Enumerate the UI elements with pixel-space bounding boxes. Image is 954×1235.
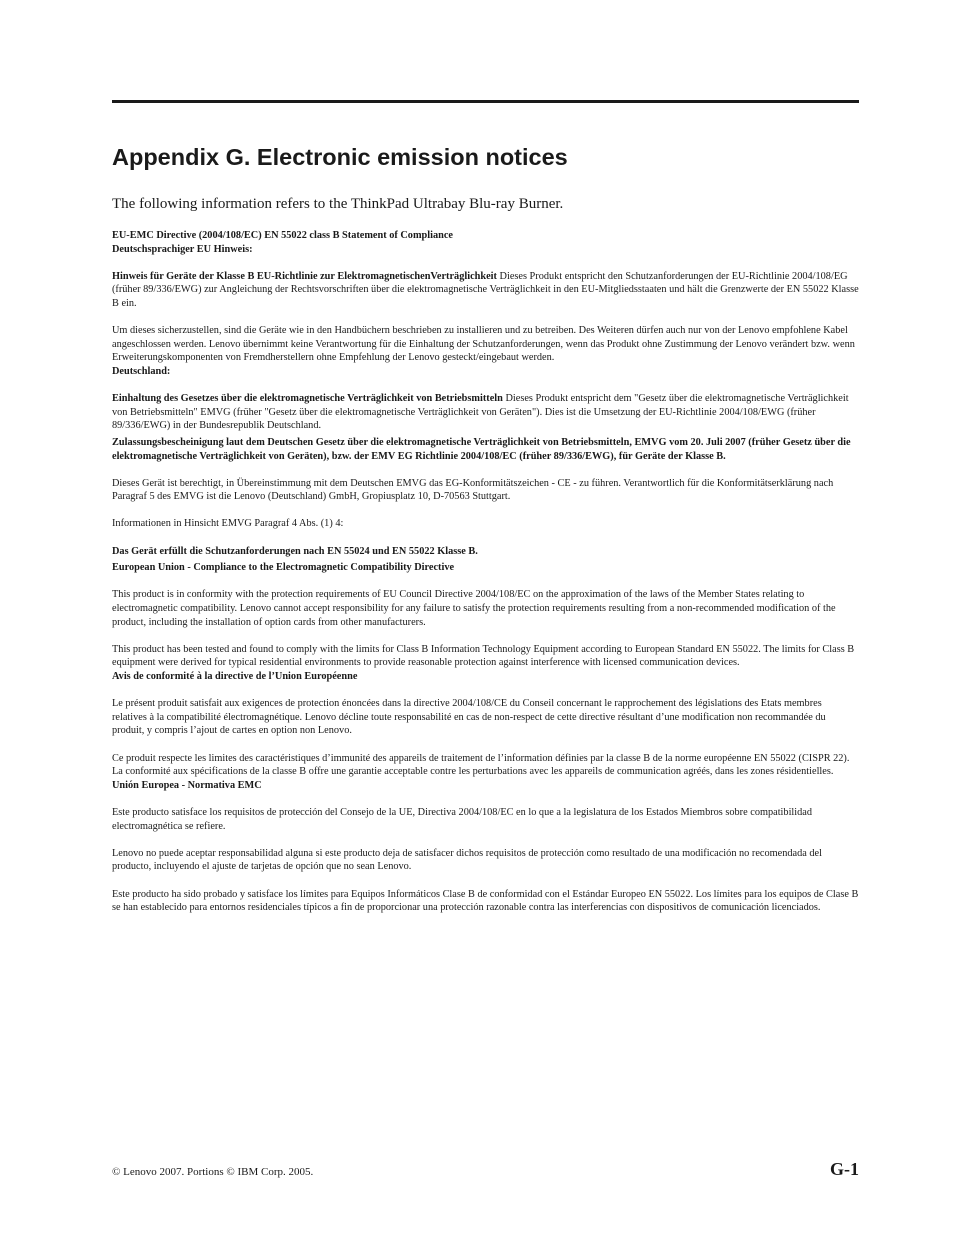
intro-paragraph: The following information refers to the ThinkPad Ultrabay Blu-ray Burner. xyxy=(112,196,564,212)
de-paragraph-4: Zulassungsbescheinigung laut dem Deutschen Gesetz über die elektromagnetische Verträglichkeit von Betriebsmitteln, EMVG vom 20. Juli 2007 (früher Gesetz über die elektromagnetische Verträglichkeit von Geräten), bzw. der EMV EG Richtlinie 2004/108/EC (früher 89/336/EWG), für Geräte der Klasse B. xyxy=(112,436,851,462)
de-paragraph-1-text: Dieses Produkt entspricht den Schutzanforderungen der EU-Richtlinie 2004/108/EG (früher 89/336/EWG) zur Angleichung der Rechtsvorschriften über die elektromagnetische Verträglichkeit in den EU-Mitgliedsstaaten und hält die Grenzwerte der EN 55022 Klasse B ein. xyxy=(112,270,859,309)
de-paragraph-1 xyxy=(112,270,859,311)
es-paragraph-2: Lenovo no puede aceptar responsabilidad alguna si este producto deja de satisfacer dichos requisitos de protección como resultado de una modificación no recomendada del producto, incluyendo el ajuste de tarjetas de opción que no sean Lenovo. xyxy=(112,847,822,873)
de-paragraph-3-lead: Einhaltung des Gesetzes über die elektromagnetische Verträglichkeit von Betriebsmitteln xyxy=(112,393,503,405)
header-rule xyxy=(112,100,859,103)
de-paragraph-3-text: Dieses Produkt entspricht dem "Gesetz über die elektromagnetische Verträglichkeit von Betriebsmitteln" EMVG (früher "Gesetz über die elektromagnetische Verträglichkeit von Geräten"). Dies ist die Umsetzung der EU-Richtlinie 2004/108/EWG (früher 89/336/EWG) in der Bundesrepublik Deutschland. xyxy=(112,393,849,432)
deutschland-heading: Deutschland: xyxy=(112,365,171,377)
footer-copyright: © Lenovo 2007. Portions © IBM Corp. 2005. xyxy=(112,1166,314,1178)
es-paragraph-3: Este producto ha sido probado y satisface los límites para Equipos Informáticos Clase B de conformidad con el Estándar Europeo EN 55022. Los límites para los equipos de Clase B se han establecido para entornos residenciales típicos a fin de proporcionar una protección razonable contra las interferencias con dispositivos de comunicación licenciados. xyxy=(112,888,859,914)
es-heading: Unión Europea - Normativa EMC xyxy=(112,779,262,791)
de-paragraph-1-lead: Hinweis für Geräte der Klasse B EU-Richtlinie zur ElektromagnetischenVerträglichkeit xyxy=(112,270,497,282)
de-paragraph-2: Um dieses sicherzustellen, sind die Geräte wie in den Handbüchern beschrieben zu installieren und zu betreiben. Des Weiteren dürfen auch nur von der Lenovo empfohlene Kabel angeschlossen werden. Lenovo übernimmt keine Verantwortung für die Einhaltung der Schutzanforderungen, wenn das Produkt ohne Zustimmung der Lenovo verändert bzw. wenn Erweiterungskomponenten von Fremdherstellern ohne Empfehlung der Lenovo gesteckt/eingebaut werden. xyxy=(112,325,855,364)
page-title: Appendix G. Electronic emission notices xyxy=(112,144,568,170)
document-body xyxy=(112,229,859,915)
de-paragraph-7: Das Gerät erfüllt die Schutzanforderungen nach EN 55024 und EN 55022 Klasse B. xyxy=(112,545,478,557)
de-paragraph-6: Informationen in Hinsicht EMVG Paragraf 4 Abs. (1) 4: xyxy=(112,518,344,530)
de-eu-heading: Deutschsprachiger EU Hinweis: xyxy=(112,243,253,255)
de-paragraph-5: Dieses Gerät ist berechtigt, in Übereinstimmung mit dem Deutschen EMVG das EG-Konformitätszeichen - CE - zu führen. Verantwortlich für die Konformitätserklärung nach Paragraf 5 des EMVG ist die Lenovo (Deutschland) GmbH, Gropiusplatz 10, D-70563 Stuttgart. xyxy=(112,477,834,503)
fr-heading: Avis de conformité à la directive de l’Union Européenne xyxy=(112,671,358,682)
de-paragraph-3 xyxy=(112,392,859,433)
eu-heading: European Union - Compliance to the Electromagnetic Compatibility Directive xyxy=(112,562,455,574)
page-number: G-1 xyxy=(830,1159,859,1179)
fr-paragraph-2: Ce produit respecte les limites des caractéristiques d’immunité des appareils de traitement de l’information définies par la classe B de la norme européenne EN 55022 (CISPR 22). La conformité aux spécifications de la classe B offre une garantie acceptable contre les perturbations avec les appareils de communication agréés, dans les zones résidentielles. xyxy=(112,752,850,778)
es-paragraph-1: Este producto satisface los requisitos de protección del Consejo de la UE, Directiva 2004/108/EC en lo que a la legislatura de los Estados Miembros sobre compatibilidad electromagnética se refiere. xyxy=(112,806,813,832)
eu-emc-heading: EU-EMC Directive (2004/108/EC) EN 55022 class B Statement of Compliance xyxy=(112,230,453,241)
eu-paragraph-1: This product is in conformity with the protection requirements of EU Council Directive 2004/108/EC on the approximation of the laws of the Member States relating to electromagnetic compatibility. Lenovo cannot accept responsibility for any failure to satisfy the protection requirements resulting from a non-recommended modification of the product, including the installation of option cards from other manufacturers. xyxy=(112,589,836,628)
eu-paragraph-2: This product has been tested and found to comply with the limits for Class B Information Technology Equipment according to European Standard EN 55022. The limits for Class B equipment were derived for typical residential environments to provide reasonable protection against interference with licensed communication devices. xyxy=(112,643,855,669)
fr-paragraph-1: Le présent produit satisfait aux exigences de protection énoncées dans la directive 2004/108/CE du Conseil concernant le rapprochement des législations des Etats membres relatives à la compatibilité électromagnétique. Lenovo décline toute responsabilité en cas de non-respect de cette directive résultant d’une modification non recommandée du produit, y compris l’ajout de cartes en option non Lenovo. xyxy=(112,698,826,737)
